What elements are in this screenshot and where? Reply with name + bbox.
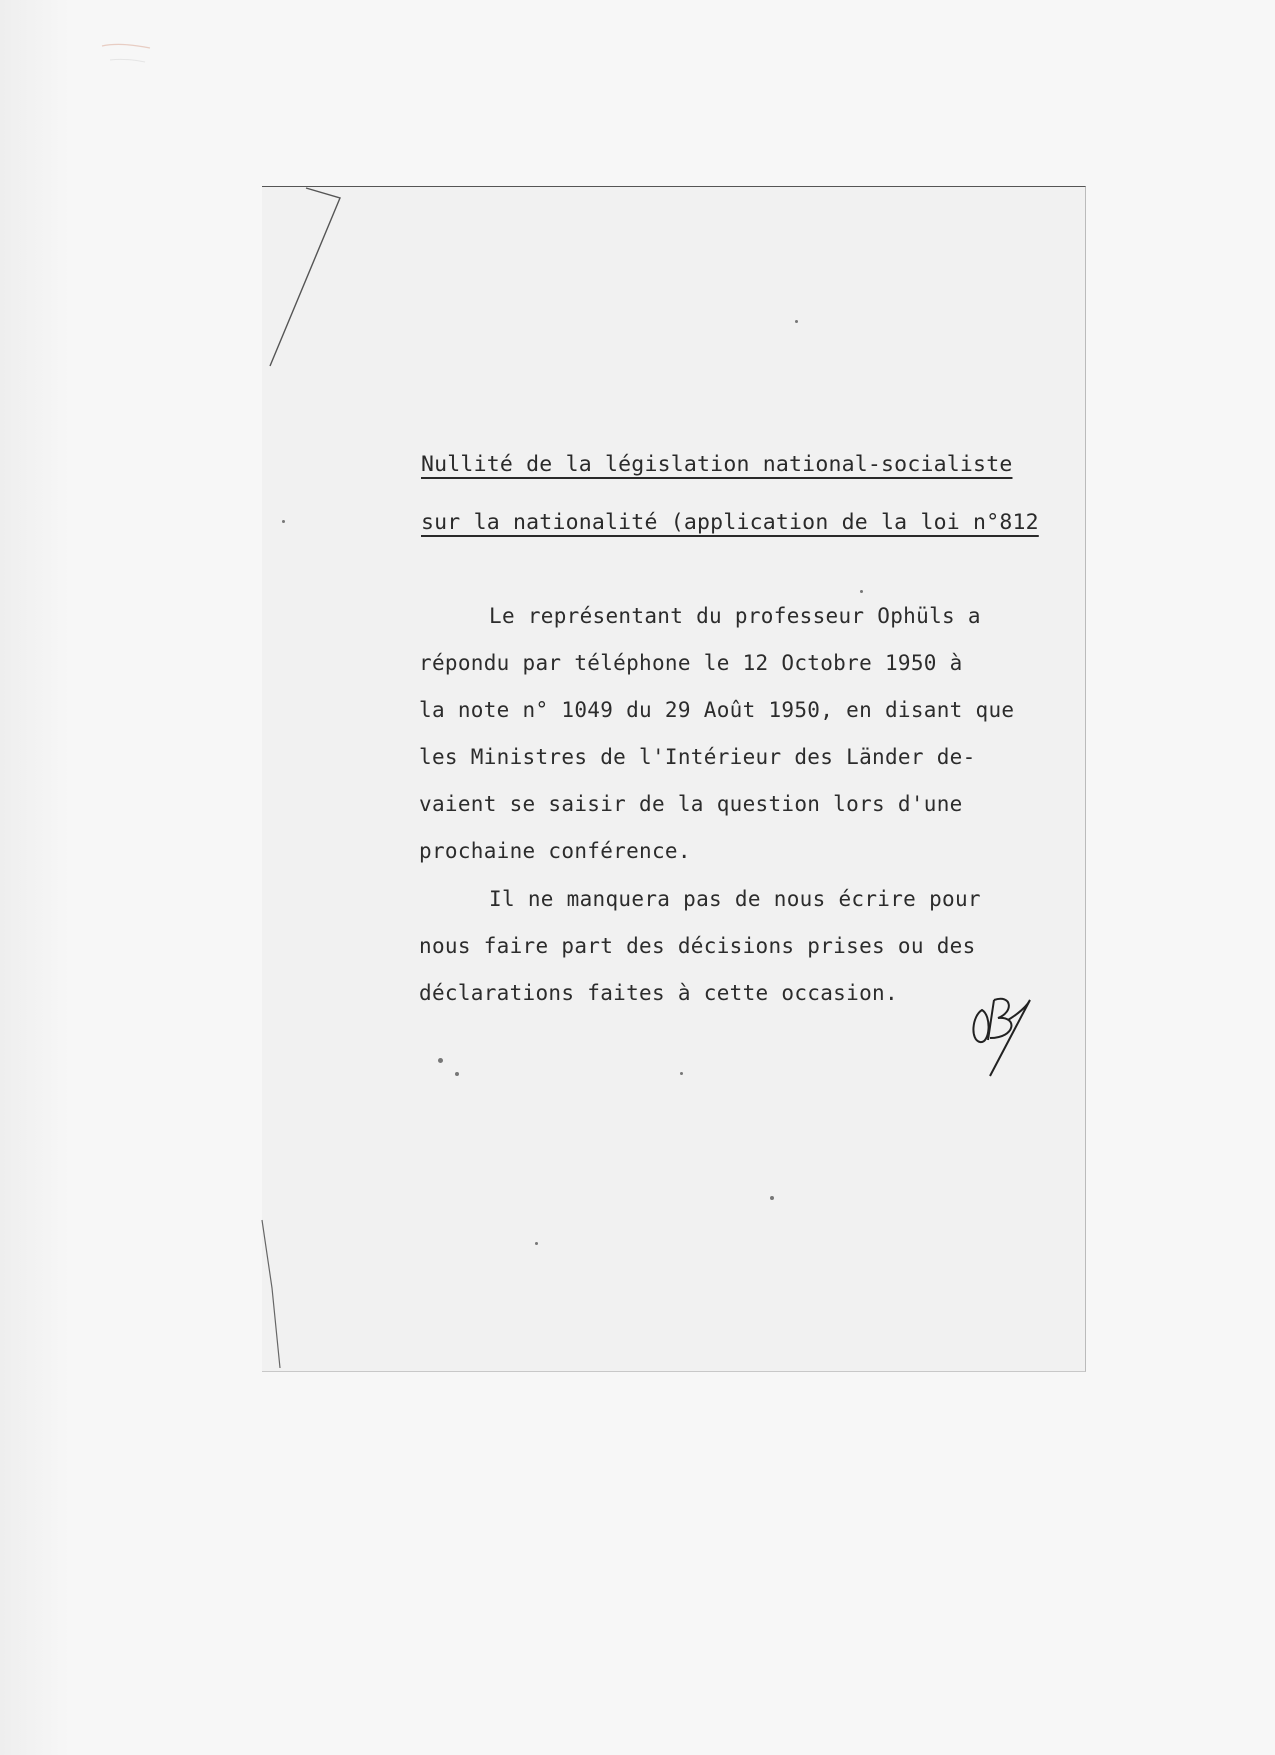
scan-speck bbox=[860, 590, 863, 593]
document-title-line-2: sur la nationalité (application de la loi n°812 bbox=[421, 510, 1039, 535]
scan-speck bbox=[795, 320, 798, 323]
torn-edge-mark bbox=[258, 1218, 288, 1378]
scan-speck bbox=[282, 520, 285, 523]
scan-speck bbox=[455, 1072, 459, 1076]
scan-background-edge bbox=[0, 0, 70, 1755]
scan-speck bbox=[680, 1072, 683, 1075]
paragraph-1-line: la note n° 1049 du 29 Août 1950, en disant que bbox=[419, 698, 1015, 722]
document-title-line-1: Nullité de la législation national-socialiste bbox=[421, 452, 1013, 477]
scan-smudge bbox=[100, 32, 160, 92]
paragraph-1-line: Le représentant du professeur Ophüls a bbox=[489, 604, 981, 628]
scan-speck bbox=[535, 1242, 538, 1245]
handwritten-initials bbox=[968, 990, 1038, 1080]
paragraph-2-line: Il ne manquera pas de nous écrire pour bbox=[489, 887, 981, 911]
paragraph-1-line: vaient se saisir de la question lors d'une bbox=[419, 792, 963, 816]
scan-speck bbox=[438, 1058, 443, 1063]
paragraph-1-line: répondu par téléphone le 12 Octobre 1950 à bbox=[419, 651, 963, 675]
paragraph-1-line: les Ministres de l'Intérieur des Länder de- bbox=[419, 745, 976, 769]
paragraph-1 bbox=[419, 593, 1079, 875]
scan-speck bbox=[770, 1196, 774, 1200]
paragraph-2-line: déclarations faites à cette occasion. bbox=[419, 981, 898, 1005]
paragraph-1-line: prochaine conférence. bbox=[419, 839, 691, 863]
folded-corner-mark bbox=[262, 186, 342, 376]
paragraph-2-line: nous faire part des décisions prises ou des bbox=[419, 934, 976, 958]
